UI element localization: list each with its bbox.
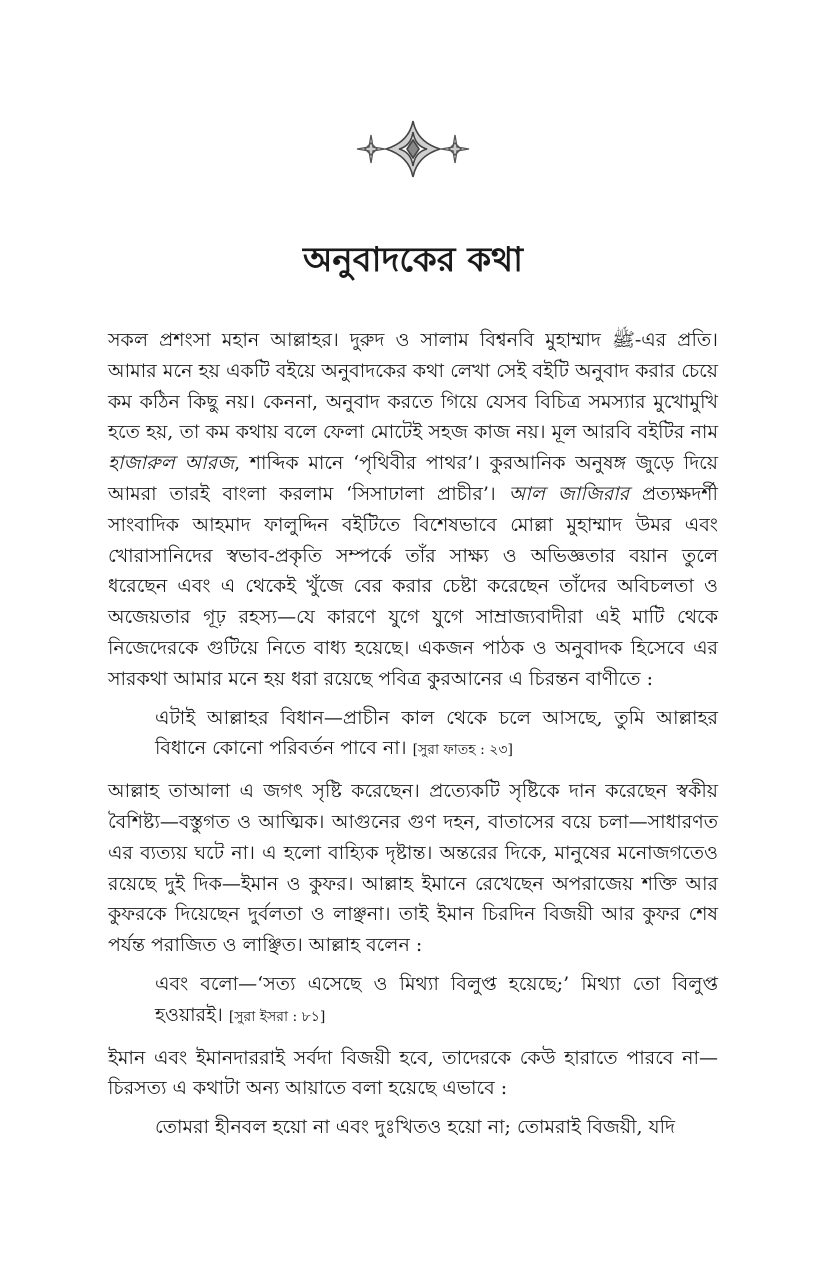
paragraph-intro-part3: প্রত্যক্ষদর্শী সাংবাদিক আহমাদ ফালুদ্দিন বইটিতে বিশেষভাবে মোল্লা মুহাম্মাদ উমর এবং খোরাসানিদের স্বভাব-প্রকৃতি সম্পর্কে তাঁর সাক্ষ্য ও অভিজ্ঞতার বয়ান তুলে ধরেছেন এবং এ থেকেই খুঁজে বের করার চেষ্টা করেছেন তাঁদের অবিচলতা ও অজেয়তার গূঢ় রহস্য—যে কারণে যুগে যুগে সাম্রাজ্যবাদীরা এই মাটি থেকে নিজেদেরকে গুটিয়ে নিতে বাধ্য হয়েছে। একজন পাঠক ও অনুবাদক হিসেবে এর সারকথা আমার মনে হয় ধরা রয়েছে পবিত্র কুরআনের এ চিরন্তন বাণীতে : xyxy=(108,482,718,690)
quote-isra-citation: [সুরা ইসরা : ৮১] xyxy=(228,1008,326,1025)
ornament-right-star xyxy=(441,135,469,163)
channel-name-italic: আল জাজিরার xyxy=(508,482,630,505)
paragraph-intro-part2: , শাব্দিক মানে ‘পৃথিবীর পাথর’। কুরআনিক অনুষঙ্গ জুড়ে দিয়ে আমরা তারই বাংলা করলাম ‘সিসাঢালা প্রাচীর’। xyxy=(108,452,719,505)
ornament-left-star xyxy=(357,135,385,163)
quote-imran-text: তোমরা হীনবল হয়ো না এবং দুঃখিতও হয়ো না; তোমরাই বিজয়ী, যদি xyxy=(155,1116,675,1139)
quote-fath xyxy=(155,703,718,767)
page-title: অনুবাদকের কথা xyxy=(302,240,524,280)
book-title-italic: হাজারুল আরজ xyxy=(108,452,235,475)
ornament-svg xyxy=(343,118,483,180)
paragraph-intro-part1: সকল প্রশংসা মহান আল্লাহর। দুরুদ ও সালাম বিশ্বনবি মুহাম্মাদ ﷺ-এর প্রতি। আমার মনে হয় একটি বইয়ে অনুবাদকের কথা লেখা সেই বইটি অনুবাদ করার চেয়ে কম কঠিন কিছু নয়। কেননা, অনুবাদ করতে গিয়ে যেসব বিচিত্র সমস্যার মুখোমুখি হতে হয়, তা কম কথায় বলে ফেলা মোটেই সহজ কাজ নয়। মূল আরবি বইটির নাম xyxy=(108,329,718,444)
body-text xyxy=(108,325,718,1153)
paragraph-intro xyxy=(108,325,718,695)
paragraph-creation: আল্লাহ তাআলা এ জগৎ সৃষ্টি করেছেন। প্রত্যেকটি সৃষ্টিকে দান করেছেন স্বকীয় বৈশিষ্ট্য—বস্তুগত ও আত্মিক। আগুনের গুণ দহন, বাতাসের বয়ে চলা—সাধারণত এর ব্যত্যয় ঘটে না। এ হলো বাহ্যিক দৃষ্টান্ত। অন্তরের দিকে, মানুষের মনোজগতেও রয়েছে দুই দিক—ইমান ও কুফর। আল্লাহ ইমানে রেখেছেন অপরাজেয় শক্তি আর কুফরকে দিয়েছেন দুর্বলতা ও লাঞ্ছনা। তাই ইমান চিরদিন বিজয়ী আর কুফর শেষ পর্যন্ত পরাজিত ও লাঞ্ছিত। আল্লাহ বলেন : xyxy=(108,780,718,957)
diamond-star-ornament-icon xyxy=(108,118,718,180)
quote-fath-citation: [সুরা ফাতহ : ২৩] xyxy=(412,742,513,759)
quote-isra-text: এবং বলো—‘সত্য এসেছে ও মিথ্যা বিলুপ্ত হয়েছে;’ মিথ্যা তো বিলুপ্ত হওয়ারই। xyxy=(155,972,718,1026)
paragraph-victory: ইমান এবং ইমানদাররাই সর্বদা বিজয়ী হবে, তাদেরকে কেউ হারাতে পারবে না—চিরসত্য এ কথাটা অন্য আয়াতে বলা হয়েছে এভাবে : xyxy=(108,1046,718,1100)
quote-imran xyxy=(155,1112,718,1143)
quote-fath-text: এটাই আল্লাহর বিধান—প্রাচীন কাল থেকে চলে আসছে, তুমি আল্লাহর বিধানে কোনো পরিবর্তন পাবে না। xyxy=(155,706,718,760)
ornament-center-diamond xyxy=(386,121,440,177)
quote-isra xyxy=(155,969,718,1033)
